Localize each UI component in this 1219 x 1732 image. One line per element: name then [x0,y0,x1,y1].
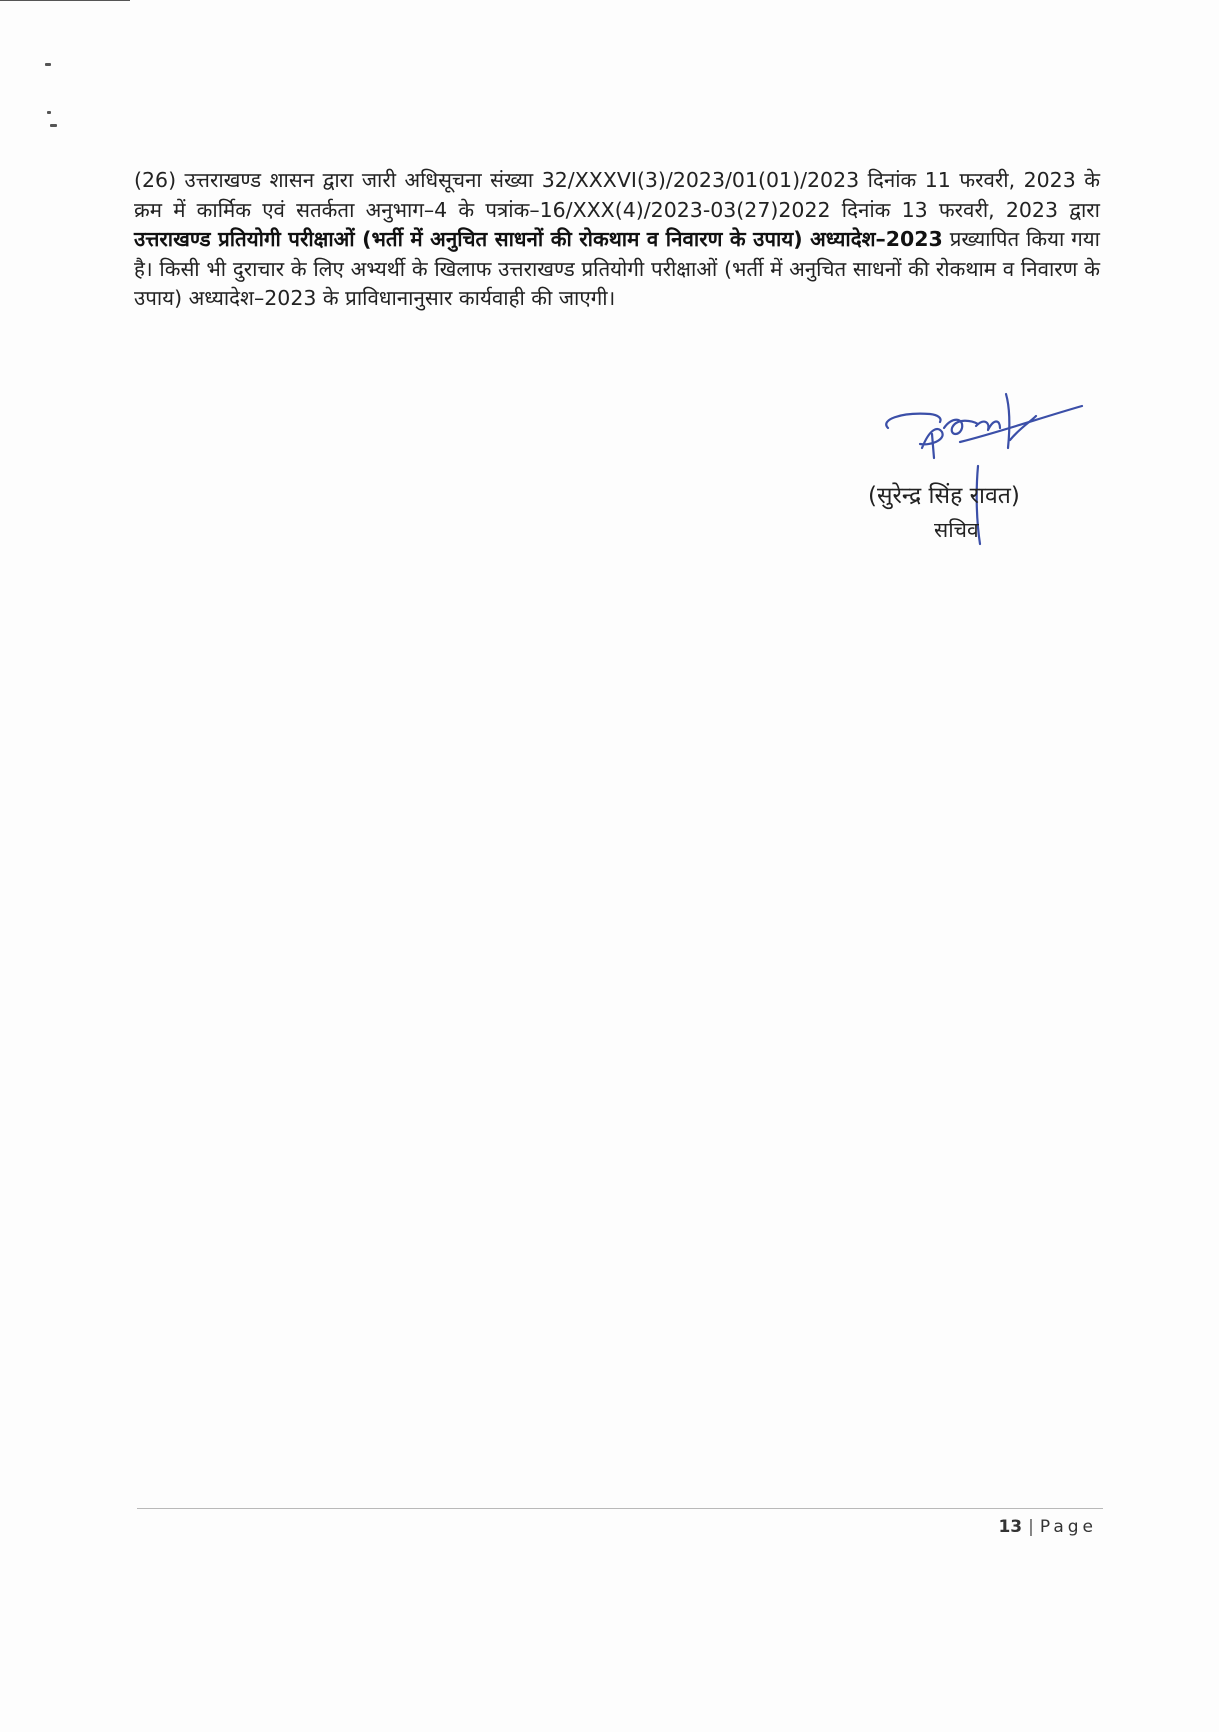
signer-name: (सुरेन्द्र सिंह रावत) [868,483,1020,509]
scan-mark [47,111,51,114]
page-number-separator: | [1028,1517,1034,1537]
top-edge-line [0,0,130,1]
paragraph-text: (26) उत्तराखण्ड शासन द्वारा जारी अधिसूचना संख्या 32/XXXVI(3)/2023/01(01)/2023 दिनांक 11 फरवरी, 2023 के क्रम में कार्मिक एवं सतर्कता अनुभाग–4 के पत्रांक–16/XXX(4)/2023-03(27)2022 दिनांक 13 फरवरी, 2023 द्वारा [134,168,1100,222]
scan-mark [50,124,57,127]
ordinance-title: उत्तराखण्ड प्रतियोगी परीक्षाओं (भर्ती में अनुचित साधनों की रोकथाम व निवारण के उपाय) अध्यादेश–2023 [134,227,943,251]
page-number-value: 13 [998,1517,1023,1537]
scan-mark [45,63,51,66]
page-label: Page [1039,1517,1097,1537]
clause-26-paragraph [134,166,1100,314]
footer-divider [137,1508,1103,1509]
page-number [998,1517,1097,1537]
paragraph-text: प्रख्यापित किया गया है। किसी भी दुराचार के लिए अभ्यर्थी के खिलाफ उत्तराखण्ड प्रतियोगी परीक्षाओं (भर्ती में अनुचित साधनों की रोकथाम व निवारण के उपाय) अध्यादेश–2023 के प्राविधानानुसार कार्यवाही की जाएगी। [134,227,1100,310]
signer-designation: सचिव [934,518,979,542]
